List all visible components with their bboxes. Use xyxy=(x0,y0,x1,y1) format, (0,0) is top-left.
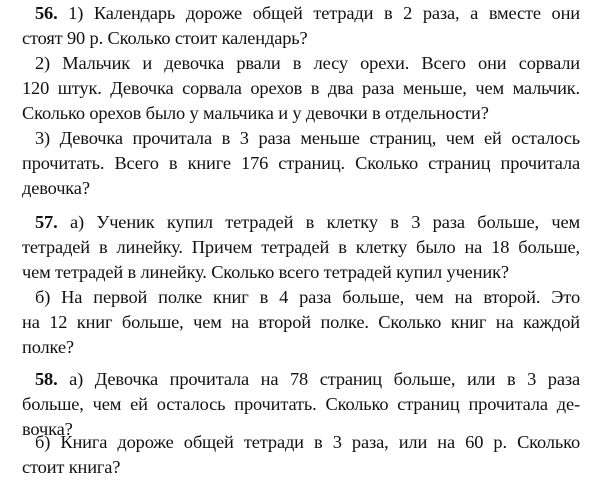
problem-58-line-2: больше, чем ей осталось прочитать. Сколько страниц прочитала де- xyxy=(22,394,580,414)
problem-56-line-4: 120 штук. Девочка сорвала орехов в два раза меньше, чем мальчик. xyxy=(22,78,580,98)
problem-57-line-3: чем тетрадей в линейку. Сколько всего тетрадей купил ученик? xyxy=(22,262,509,282)
problem-56-line-5: Сколько орехов было у мальчика и у девочки в отдельности? xyxy=(22,103,489,123)
problem-56-number: 56. xyxy=(35,3,58,23)
problem-56-line-6: 3) Девочка прочитала в 3 раза меньше страниц, чем ей осталось xyxy=(35,128,580,148)
problem-57-line-2: тетрадей в линейку. Причем тетрадей в клетку было на 18 больше, xyxy=(22,237,580,257)
problem-56-text: 1) Календарь дороже общей тетради в 2 раза, а вместе они xyxy=(57,3,580,23)
problem-58-line-5: стоит книга? xyxy=(22,457,121,477)
problem-56-line-1 xyxy=(35,1,580,26)
problem-57-line-5: на 12 книг больше, чем на второй полке. Сколько книг на каждой xyxy=(22,312,580,332)
problem-57-number: 57. xyxy=(35,212,58,232)
problem-57-line-4: б) На первой полке книг в 4 раза больше, чем на второй. Это xyxy=(35,287,580,307)
problem-56-line-3: 2) Мальчик и девочка рвали в лесу орехи. Всего они сорвали xyxy=(35,53,580,73)
problem-58-line-1 xyxy=(35,367,580,392)
problem-58-line-4: б) Книга дороже общей тетради в 3 раза, или на 60 р. Сколько xyxy=(35,432,580,452)
problem-58-line-3: вочка? xyxy=(22,419,73,439)
problem-57-text: а) Ученик купил тетрадей в клетку в 3 раза больше, чем xyxy=(57,212,580,232)
problem-56-line-8: девочка? xyxy=(22,178,90,198)
problem-58-number: 58. xyxy=(35,369,58,389)
problem-56-line-2: стоят 90 р. Сколько стоит календарь? xyxy=(22,28,308,48)
problem-57-line-6: полке? xyxy=(22,337,74,357)
problem-57-line-1 xyxy=(35,210,580,235)
problem-58-text: а) Девочка прочитала на 78 страниц больше, или в 3 раза xyxy=(57,369,580,389)
problem-56-line-7: прочитать. Всего в книге 176 страниц. Сколько страниц прочитала xyxy=(22,153,580,173)
